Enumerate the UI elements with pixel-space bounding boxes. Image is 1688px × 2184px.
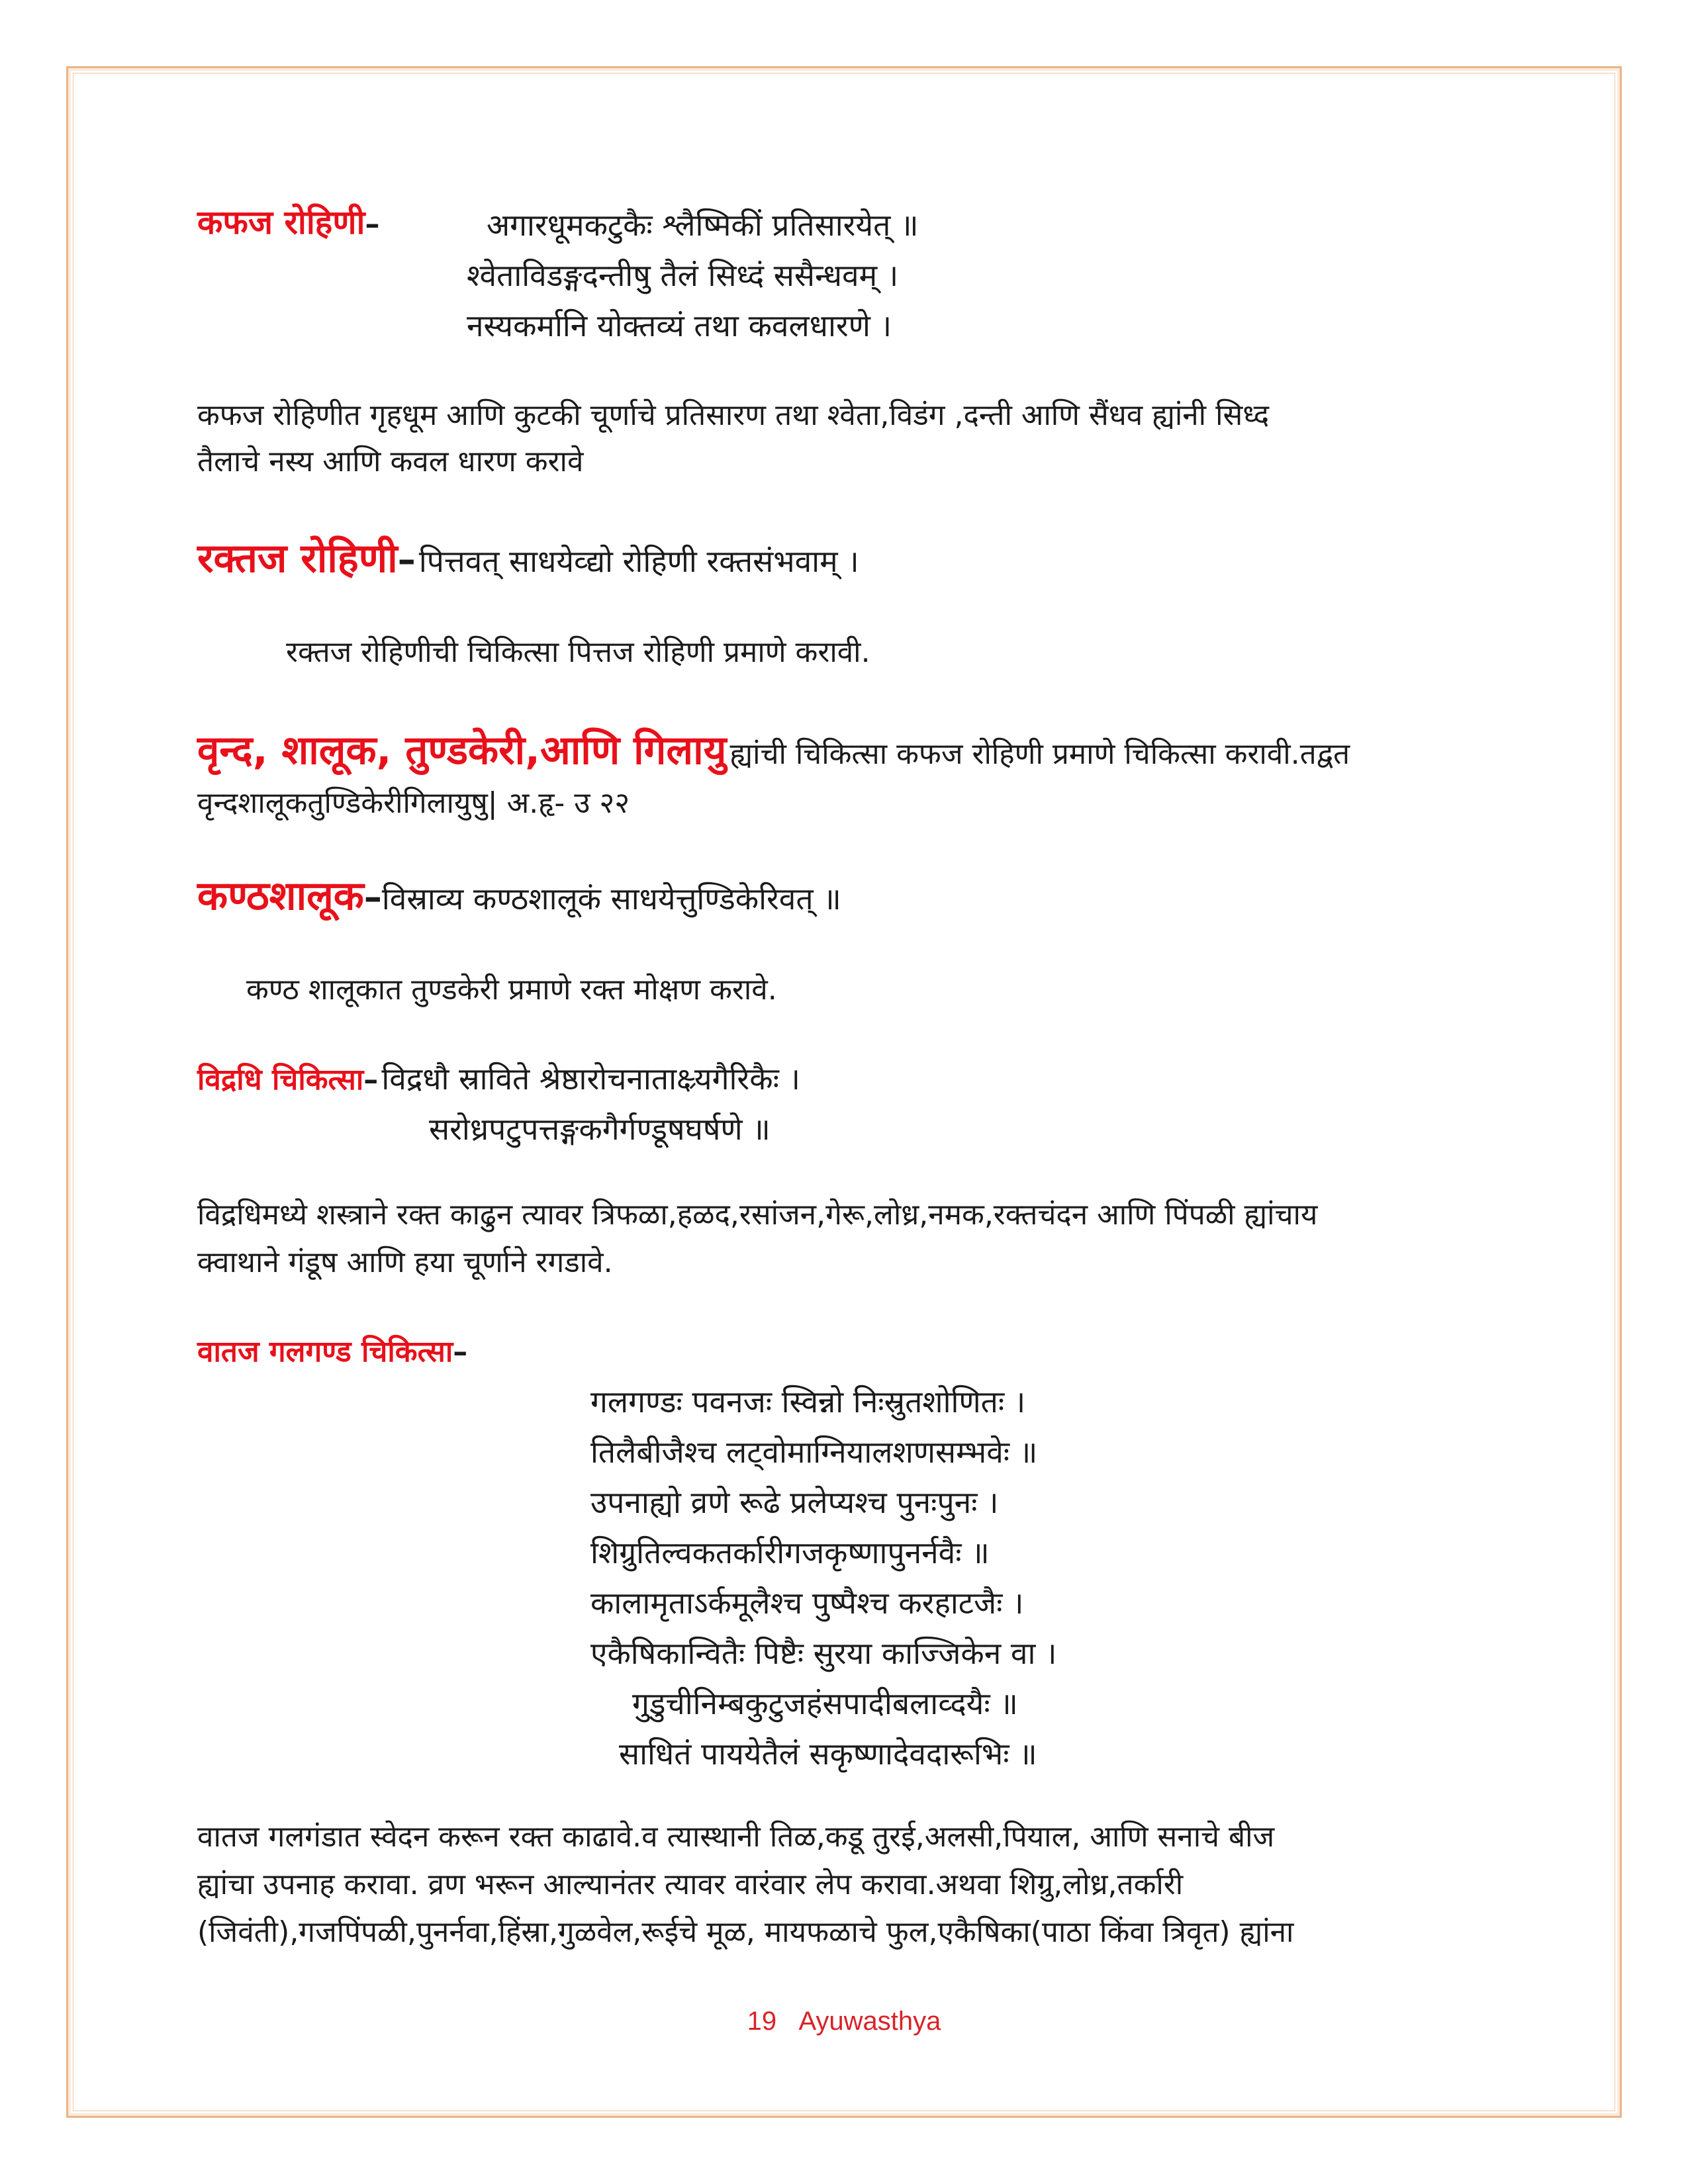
verse-line: साधितं पाययेतैलं सकृष्णादेवदारूभिः ॥ — [619, 1736, 1037, 1772]
page-number: 19 — [747, 2007, 777, 2036]
heading-vidradhi-chikitsa — [197, 1054, 800, 1104]
heading-text: कण्ठशालूक — [197, 873, 364, 919]
verse-line: नस्यकर्मानि योक्तव्यं तथा कवलधारणे । — [467, 308, 892, 343]
paragraph-line: रक्तज रोहिणीची चिकित्सा पित्तज रोहिणी प्रमाणे करावी. — [286, 635, 870, 669]
heading-text: रक्तज रोहिणी — [197, 535, 398, 582]
heading-text: विद्रधि चिकित्सा — [197, 1063, 364, 1097]
verse-line: पित्तवत् साधयेव्द्यो रोहिणी रक्तसंभवाम् । — [418, 543, 859, 579]
verse-line: एकैषिकान्वितैः पिष्टैः सुरया काज्जिकेन वा । — [590, 1635, 1057, 1671]
heading-vataja-galaganda — [197, 1330, 467, 1370]
heading-dash: – — [365, 207, 380, 241]
paragraph-line: क्वाथाने गंडूष आणि हया चूर्णाने रगडावे. — [197, 1246, 613, 1279]
page-footer — [0, 2007, 1688, 2036]
verse-line: तिलैबीजैश्च लट्वोमाग्नियालशणसम्भवेः ॥ — [590, 1434, 1038, 1470]
verse-line: अगारधूमकटुकैः श्लैष्मिकीं प्रतिसारयेत् ॥ — [487, 207, 919, 243]
verse-line: कालामृताऽर्कमूलैश्च पुष्पैश्च करहाटजैः । — [590, 1585, 1024, 1621]
heading-dash: – — [363, 1063, 379, 1097]
footer-title: Ayuwasthya — [798, 2007, 941, 2036]
paragraph-line: वातज गलगंडात स्वेदन करून रक्त काढावे.व त्यास्थानी तिळ,कडू तुरई,अलसी,पियाल, आणि सनाचे बीज — [197, 1820, 1275, 1854]
reference-line: वृन्दशालूकतुण्डिकेरीगिलायुषु| अ.हृ- उ २२ — [197, 786, 630, 820]
verse-line: उपनाह्यो व्रणे रूढे प्रलेप्यश्च पुनःपुनः । — [590, 1484, 999, 1520]
heading-kaphaja-rohini — [197, 199, 379, 244]
paragraph-line: विद्रधिमध्ये शस्त्राने रक्त काढुन त्यावर त्रिफळा,हळद,रसांजन,गेरू,लोध्र,नमक,रक्तचंदन आणि पिंपळी ह्यांचाय — [197, 1198, 1318, 1232]
heading-raktaja-rohini — [197, 529, 859, 586]
verse-line: सरोध्रपटुपत्तङ्गकगैर्गण्डूषघर्षणे ॥ — [429, 1111, 771, 1147]
heading-text: कफज रोहिणी — [197, 203, 365, 242]
heading-dash: – — [453, 1335, 468, 1369]
verse-line: श्वेताविडङ्गदन्तीषु तैलं सिध्दं ससैन्धवम् । — [467, 257, 899, 293]
verse-line: विस्राव्य कण्ठशालूकं साधयेत्तुण्डिकेरिवत् ॥ — [381, 881, 841, 917]
heading-text: वृन्द, शालूक, तुण्डकेरी,आणि गिलायु — [197, 727, 727, 774]
paragraph-line: तैलाचे नस्य आणि कवल धारण करावे — [197, 445, 584, 478]
heading-dash: – — [397, 539, 416, 580]
heading-text: वातज गलगण्ड चिकित्सा — [197, 1335, 453, 1369]
paragraph-line: ह्यांचा उपनाह करावा. व्रण भरून आल्यानंतर त्यावर वारंवार लेप करावा.अथवा शिग्रु,लोध्र,तर्कारी — [197, 1868, 1184, 1901]
paragraph-line: (जिवंती),गजपिंपळी,पुनर्नवा,हिंस्रा,गुळवेल,रूईचे मूळ, मायफळाचे फुल,एकैषिका(पाठा किंवा त्रिवृत) ह्यांना — [197, 1915, 1294, 1949]
heading-vrinda-shaluka — [197, 721, 1350, 778]
heading-dash: – — [363, 876, 382, 918]
paragraph-line: कण्ठ शालूकात तुण्डकेरी प्रमाणे रक्त मोक्षण करावे. — [246, 973, 777, 1007]
verse-line: शिग्रुतिल्वकतर्कारीगजकृष्णापुनर्नवैः ॥ — [590, 1535, 990, 1570]
paragraph-line: कफज रोहिणीत गृहधूम आणि कुटकी चूर्णाचे प्रतिसारण तथा श्वेता,विडंग ,दन्ती आणि सैंधव ह्यांनी सिध्द — [197, 398, 1270, 432]
verse-line: गलगण्डः पवनजः स्विन्नो निःस्रुतशोणितः । — [590, 1384, 1026, 1420]
heading-kanthashaluka — [197, 867, 841, 924]
verse-line: विद्रधौ स्राविते श्रेष्ठारोचनाताक्ष्र्यगैरिकैः । — [381, 1061, 800, 1097]
paragraph-line: ह्यांची चिकित्सा कफज रोहिणी प्रमाणे चिकित्सा करावी.तद्वत — [729, 737, 1350, 771]
verse-line: गुडुचीनिम्बकुटुजहंसपादीबलाव्दयैः ॥ — [632, 1686, 1018, 1721]
